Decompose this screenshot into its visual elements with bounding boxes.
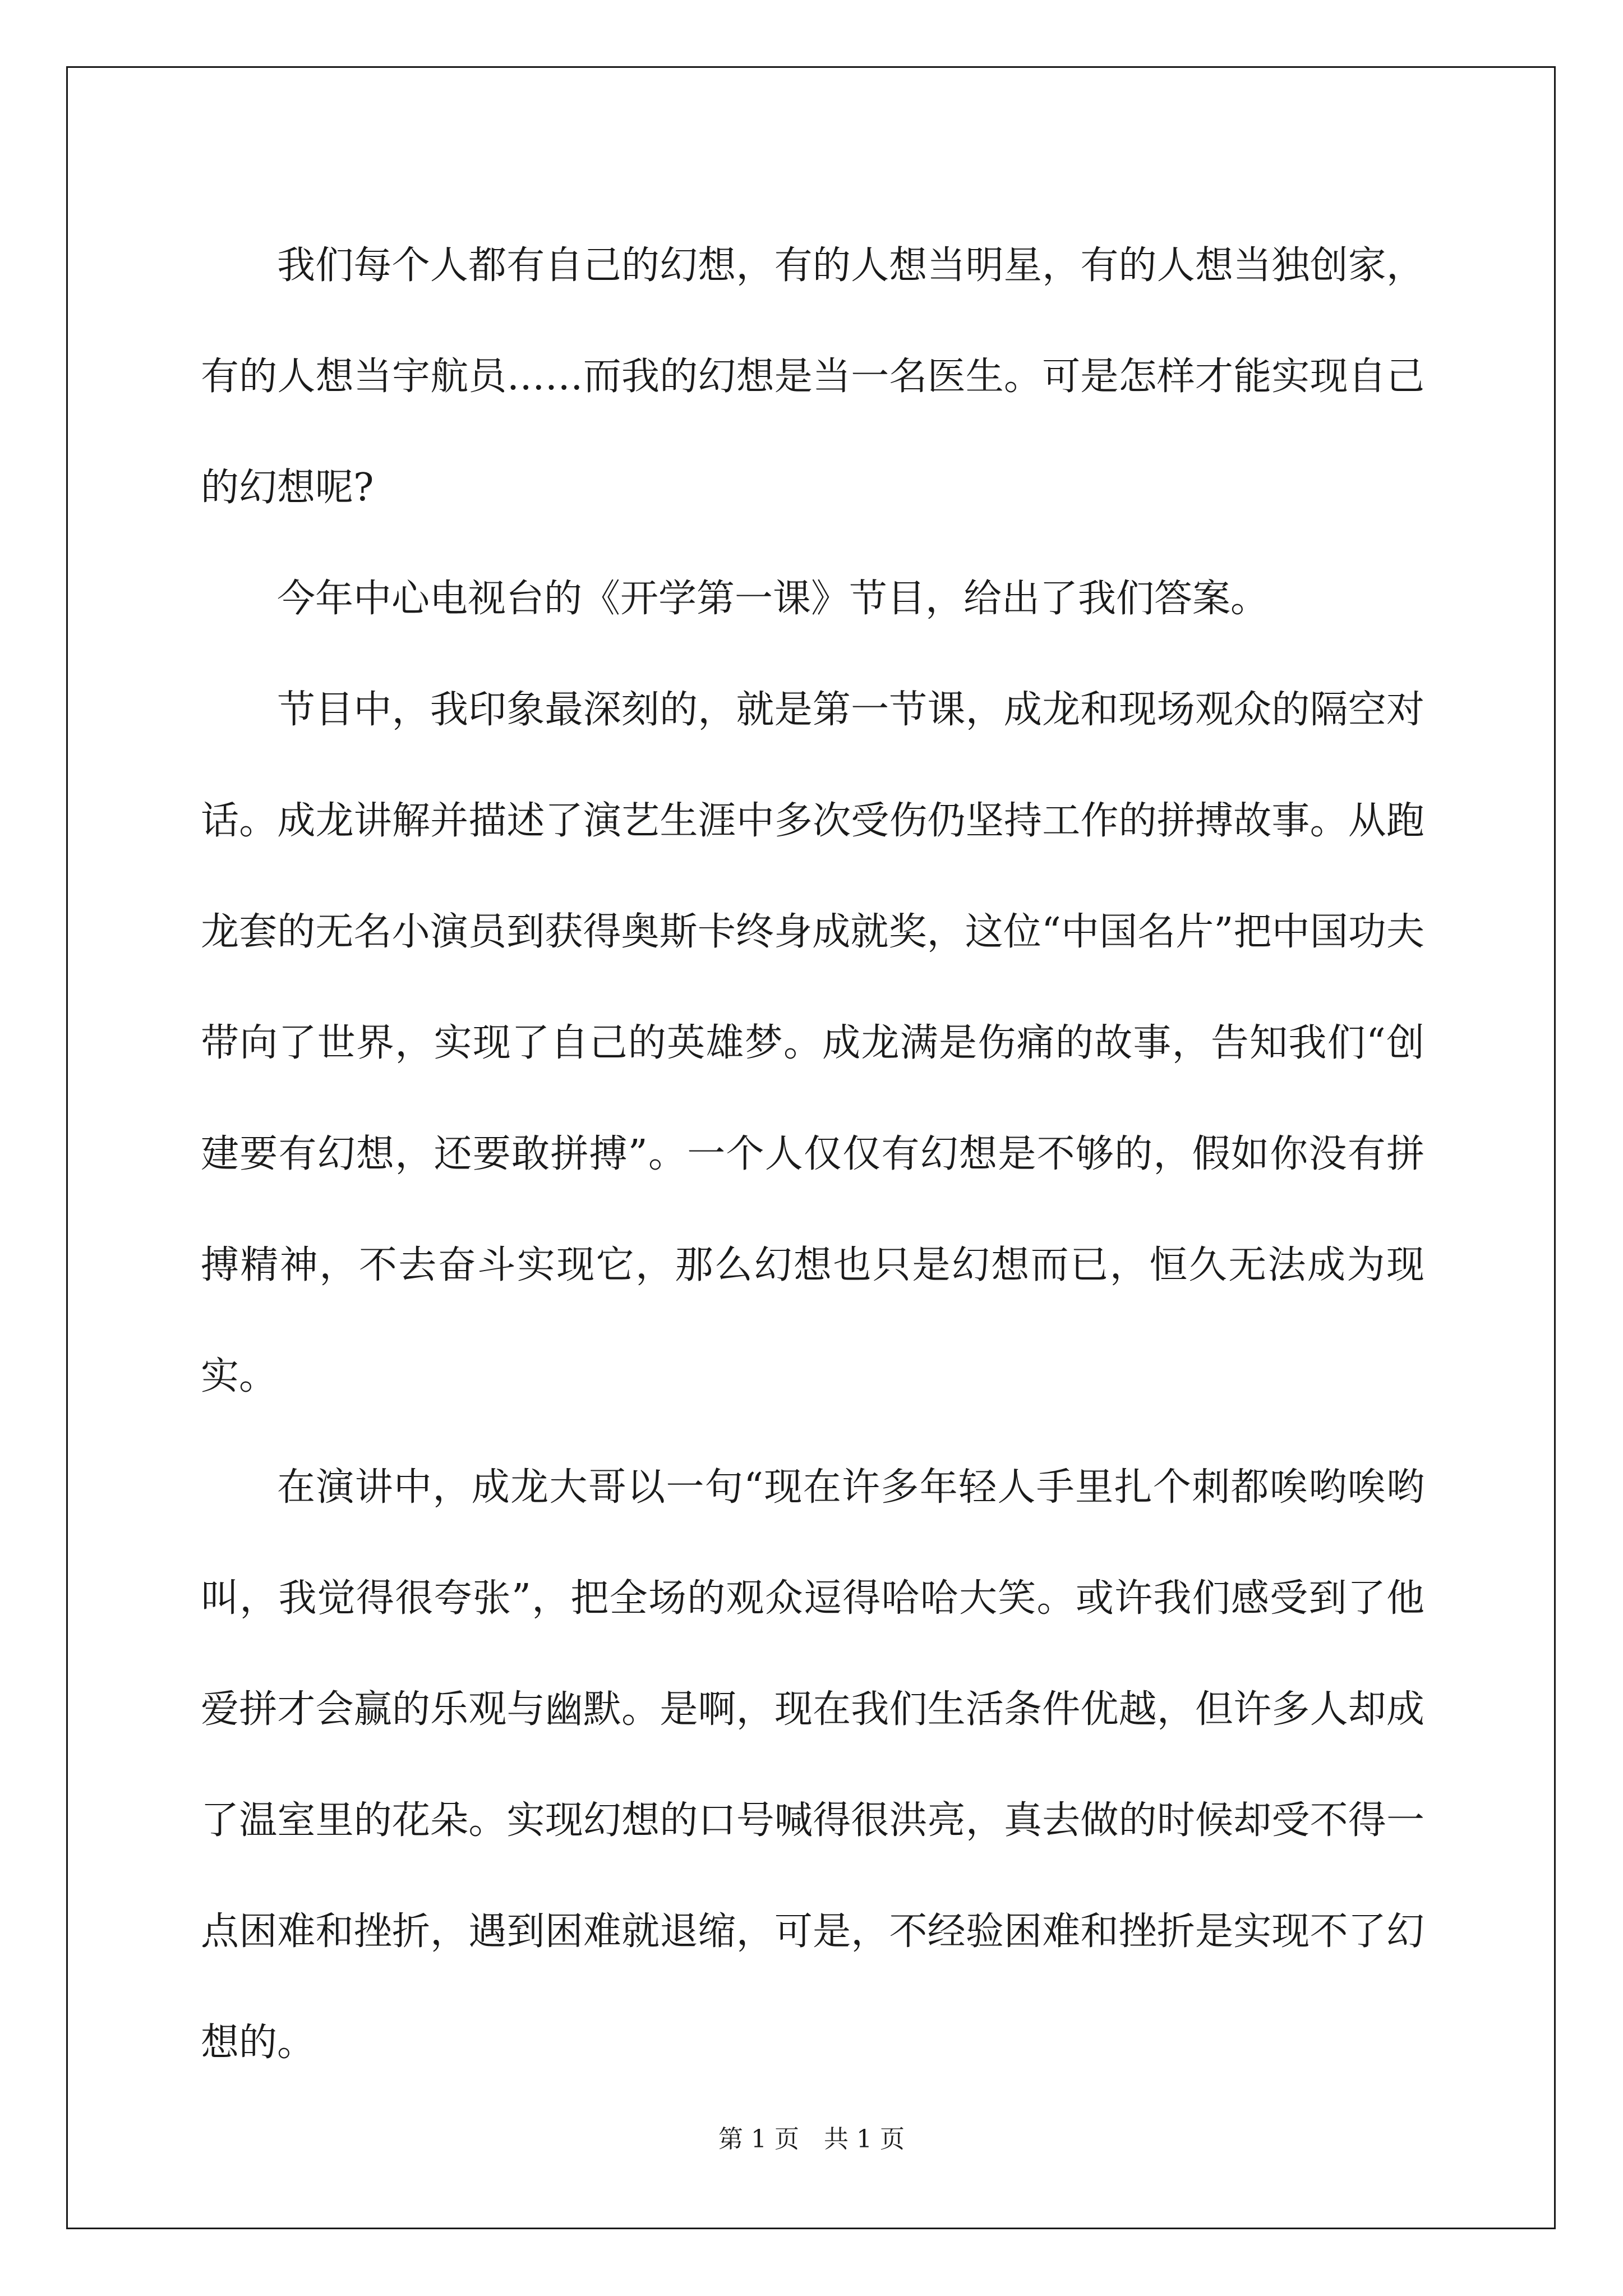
document-body (201, 210, 1424, 2099)
paragraph-1: 我们每个人都有自己的幻想，有的人想当明星，有的人想当独创家，有的人想当宇航员……而我的幻想是当一名医生。可是怎样才能实现自己的幻想呢? (201, 243, 1424, 510)
page-footer: 第 1 页 共 1 页 (718, 2125, 905, 2154)
paragraph-3: 节目中，我印象最深刻的，就是第一节课，成龙和现场观众的隔空对话。成龙讲解并描述了演艺生涯中多次受伤仍坚持工作的拼搏故事。从跑龙套的无名小演员到获得奥斯卡终身成就奖，这位“中国名片”把中国功夫带向了世界，实现了自己的英雄梦。成龙满是伤痛的故事，告知我们“创建要有幻想，还要敢拼搏”。一个人仅仅有幻想是不够的，假如你没有拼搏精神，不去奋斗实现它，那么幻想也只是幻想而已，恒久无法成为现实。 (201, 688, 1424, 1398)
paragraph-2: 今年中心电视台的《开学第一课》节目，给出了我们答案。 (277, 577, 1269, 621)
paragraph-4: 在演讲中，成龙大哥以一句“现在许多年轻人手里扎个刺都唉哟唉哟叫，我觉得很夸张”，把全场的观众逗得哈哈大笑。或许我们感受到了他爱拼才会赢的乐观与幽默。是啊，现在我们生活条件优越，但许多人却成了温室里的花朵。实现幻想的口号喊得很洪亮，真去做的时候却受不得一点困难和挫折，遇到困难就退缩，可是，不经验困难和挫折是实现不了幻想的。 (201, 1465, 1424, 2065)
